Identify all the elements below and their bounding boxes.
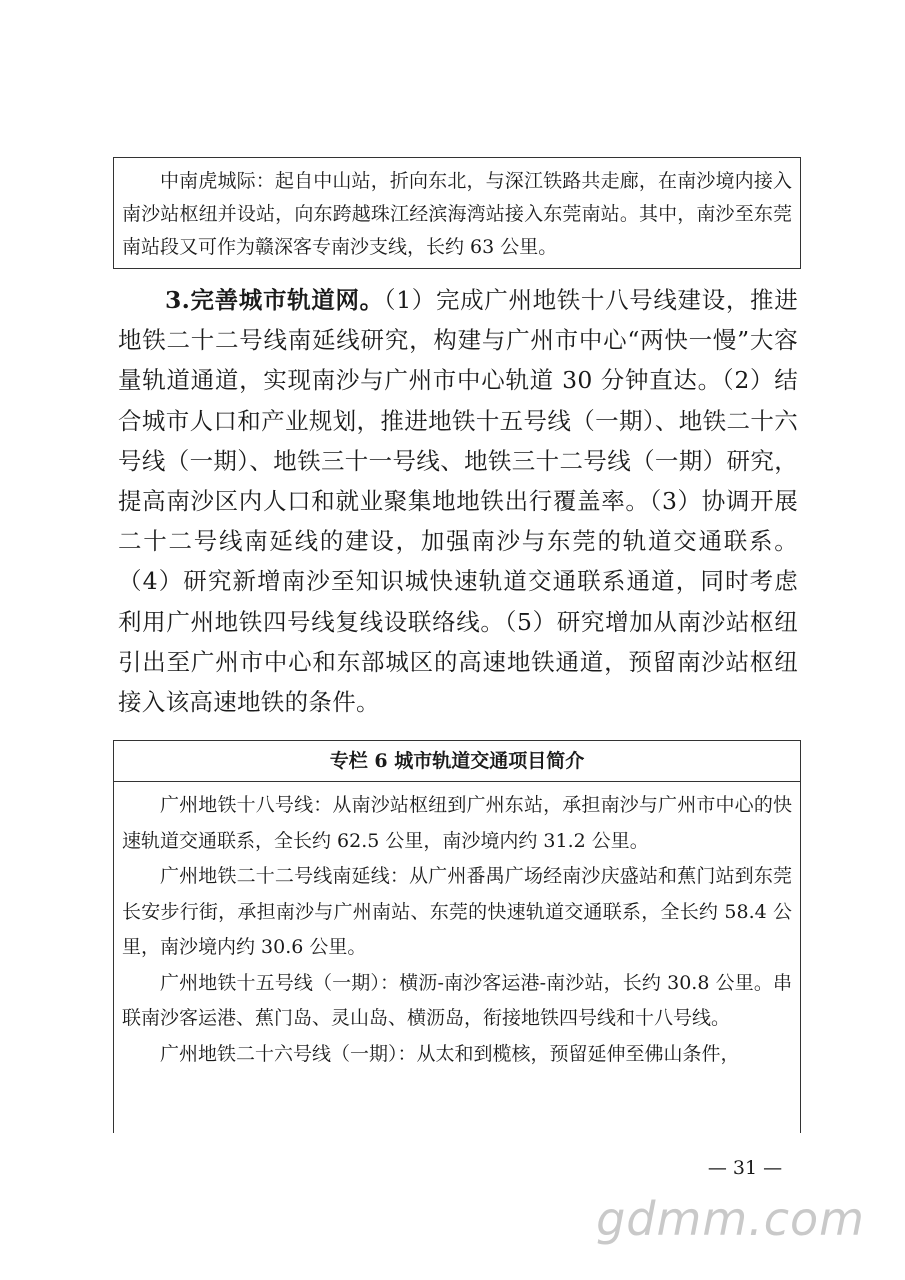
intercity-note-box [113,157,801,269]
section-body [118,280,798,722]
column-6-title: 专栏 6 城市轨道交通项目简介 [114,741,800,782]
project-paragraph: 广州地铁十五号线（一期）：横沥-南沙客运港-南沙站，长约 30.8 公里。串联南沙客运港、蕉门岛、灵山岛、横沥岛，衔接地铁四号线和十八号线。 [122,971,792,1029]
project-paragraph: 广州地铁二十二号线南延线：从广州番禺广场经南沙庆盛站和蕉门站到东莞长安步行街，承担南沙与广州南站、东莞的快速轨道交通联系，全长约 58.4 公里，南沙境内约 30.6 公里。 [122,865,792,958]
section-text: （1）完成广州地铁十八号线建设，推进地铁二十二号线南延线研究，构建与广州市中心“两快一慢”大容量轨道通道，实现南沙与广州市中心轨道 30 分钟直达。（2）结合城市人口和产业规划，推进地铁十五号线（一期）、地铁二十六号线（一期）、地铁三十一号线、地铁三十二号线（一期）研究，提高南沙区内人口和就业聚集地地铁出行覆盖率。（3）协调开展二十二号线南延线的建设，加强南沙与东莞的轨道交通联系。（4）研究新增南沙至知识城快速轨道交通联系通道，同时考虑利用广州地铁四号线复线设联络线。（5）研究增加从南沙站枢纽引出至广州市中心和东部城区的高速地铁通道，预留南沙站枢纽接入该高速地铁的条件。 [118,286,798,717]
project-paragraph: 广州地铁十八号线：从南沙站枢纽到广州东站，承担南沙与广州市中心的快速轨道交通联系，全长约 62.5 公里，南沙境内约 31.2 公里。 [122,794,792,852]
column-6-box [113,740,801,1133]
column-6-content [114,782,800,1072]
section-paragraph [118,280,798,722]
intercity-note-text: 中南虎城际：起自中山站，折向东北，与深江铁路共走廊，在南沙境内接入南沙站枢纽并设站，向东跨越珠江经滨海湾站接入东莞南站。其中，南沙至东莞南站段又可作为赣深客专南沙支线，长约 63 公里。 [122,170,792,258]
project-paragraph: 广州地铁二十六号线（一期）：从太和到榄核，预留延伸至佛山条件， [160,1042,740,1065]
page-number: — 31 — [707,1157,783,1179]
section-heading: 3.完善城市轨道网。 [165,286,384,314]
watermark-logo: gdmm.com [596,1192,865,1246]
